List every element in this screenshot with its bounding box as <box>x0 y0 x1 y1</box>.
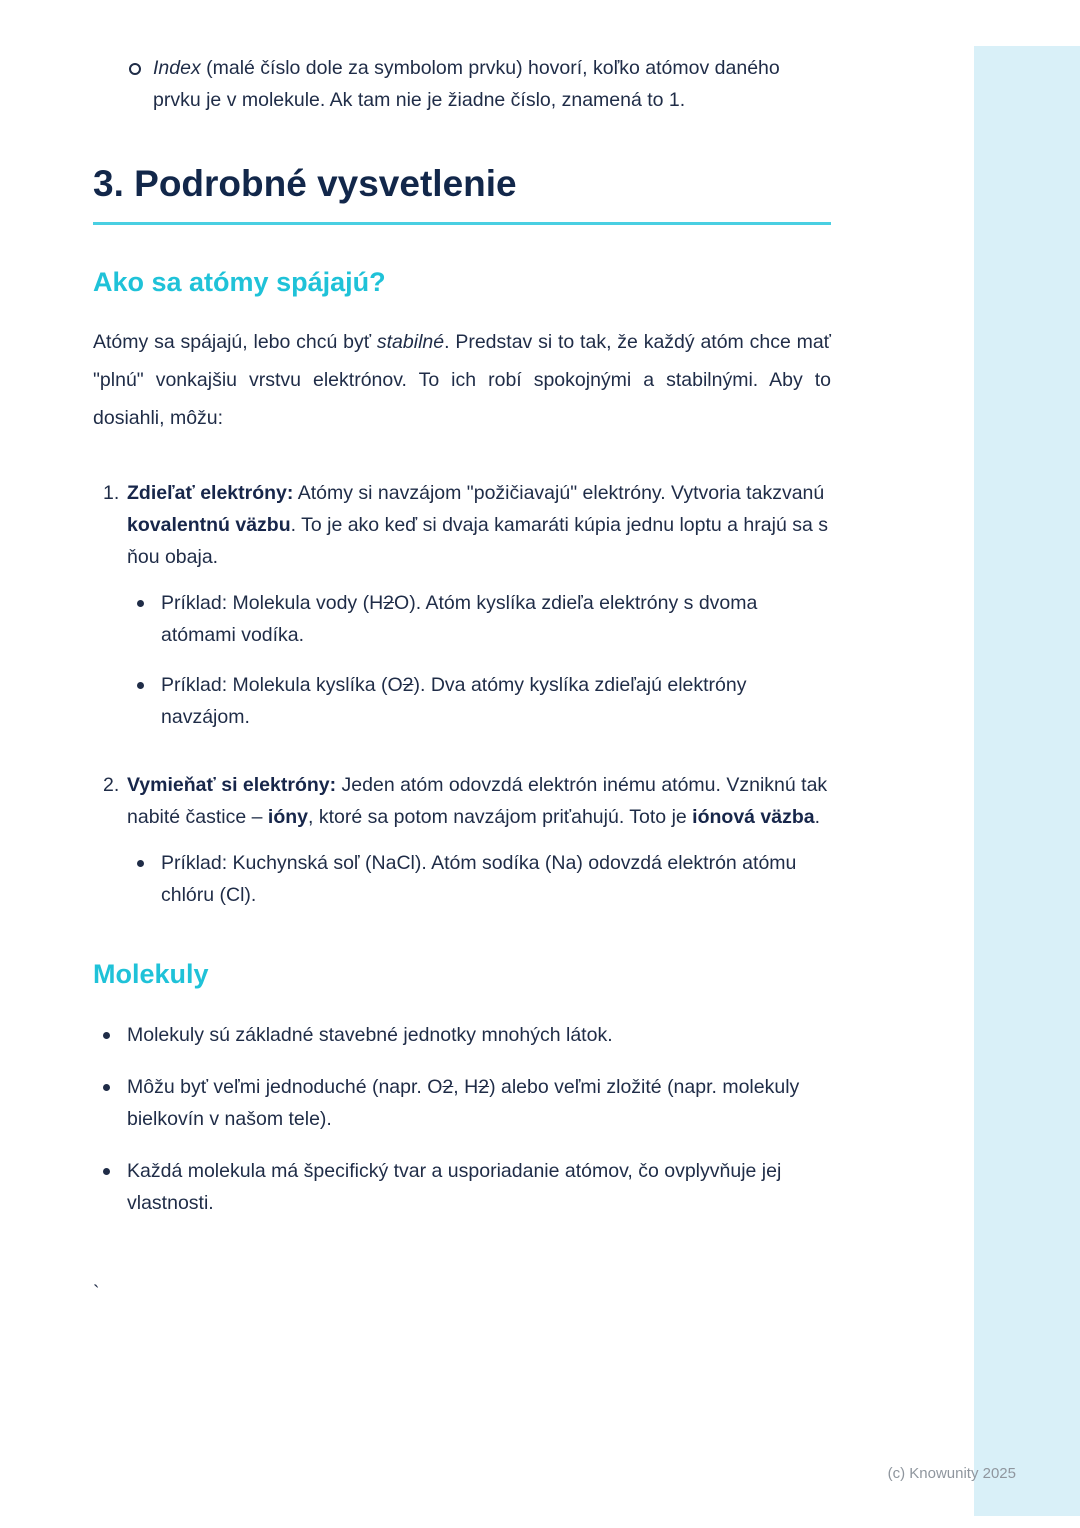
list-item-exchange-electrons <box>93 769 831 911</box>
bonding-heading: Ako sa atómy spájajú? <box>93 267 386 297</box>
circle-bullet-icon <box>129 63 141 75</box>
index-note-item <box>129 52 831 116</box>
molecules-item-2 <box>103 1071 831 1135</box>
molecules-item-3-text: Každá molekula má špecifický tvar a usporiadanie atómov, čo ovplyvňuje jej vlastnosti. <box>127 1160 782 1214</box>
ex1-subscript-2: 2 <box>383 592 395 614</box>
index-term-italic: Index <box>153 57 201 79</box>
list-item-2-body <box>127 769 831 911</box>
mol2-text-3: ) alebo veľmi zložité (napr. molekuly bielkovín v našom tele). <box>127 1076 800 1130</box>
index-note-text <box>153 52 831 116</box>
molecules-item-1 <box>103 1019 831 1051</box>
item1-text-1: Atómy si navzájom "požičiavajú" elektróny. Vytvoria takzvanú <box>293 482 825 504</box>
list-item-1-body <box>127 477 831 733</box>
section-title: 3. Podrobné vysvetlenie <box>93 163 517 204</box>
intro-text-1: Atómy sa spájajú, lebo chcú byť <box>93 331 377 353</box>
section-divider <box>93 222 831 225</box>
content-area <box>93 52 831 1309</box>
bonding-intro-paragraph <box>93 323 831 437</box>
right-margin-stripe <box>974 46 1080 1516</box>
bullet-icon <box>137 860 144 867</box>
bullet-icon <box>103 1084 110 1091</box>
example-oxygen-text <box>161 669 831 733</box>
footer-credit: (c) Knowunity 2025 <box>887 1465 1016 1482</box>
list-item-1-text <box>127 477 831 573</box>
item2-bold-ionova-vazba: iónová väzba <box>692 806 815 828</box>
bullet-icon <box>103 1168 110 1175</box>
list-item-share-electrons <box>93 477 831 733</box>
ex2-subscript-2: 2 <box>402 674 414 696</box>
mol2-text-1: Môžu byť veľmi jednoduché (napr. O <box>127 1076 443 1098</box>
ex1-text-2: O). Atóm kyslíka zdieľa elektróny s dvoma atómami vodíka. <box>161 592 758 646</box>
molecules-item-2-text <box>127 1071 831 1135</box>
ex2-text-2: ). Dva atómy kyslíka zdieľajú elektróny navzájom. <box>161 674 747 728</box>
bullet-icon <box>103 1032 110 1039</box>
list-number-1: 1. <box>103 482 120 504</box>
molecules-heading: Molekuly <box>93 959 209 989</box>
molecules-item-3 <box>103 1155 831 1219</box>
item2-lead-bold: Vymieňať si elektróny: <box>127 774 337 796</box>
list-item-2-text <box>127 769 831 833</box>
list-number-2: 2. <box>103 774 120 796</box>
example-water <box>137 587 831 651</box>
item2-text-3: . <box>814 806 821 828</box>
bonding-numbered-list <box>93 477 831 911</box>
example-water-text <box>161 587 831 651</box>
item2-text-1: Jeden atóm odovzdá elektrón inému atómu. Vzniknú tak nabité častice – <box>127 774 828 828</box>
stray-backtick: ` <box>93 1282 100 1304</box>
example-salt-text: Príklad: Kuchynská soľ (NaCl). Atóm sodíka (Na) odovzdá elektrón atómu chlóru (Cl). <box>161 852 797 906</box>
mol2-subscript-h2: 2 <box>478 1076 490 1098</box>
ex2-text-1: Príklad: Molekula kyslíka (O <box>161 674 403 696</box>
item2-bold-iony: ióny <box>267 806 309 828</box>
bullet-icon <box>137 600 144 607</box>
bullet-icon <box>137 682 144 689</box>
index-note-rest: (malé číslo dole za symbolom prvku) hovorí, koľko atómov daného prvku je v molekule. Ak tam nie je žiadne číslo, znamená to 1. <box>153 57 780 111</box>
molecules-item-1-text: Molekuly sú základné stavebné jednotky mnohých látok. <box>127 1024 613 1046</box>
example-oxygen <box>137 669 831 733</box>
item1-lead-bold: Zdieľať elektróny: <box>127 482 294 504</box>
molecules-bullet-list <box>93 1019 831 1219</box>
item2-text-2: , ktoré sa potom navzájom priťahujú. Toto je <box>308 806 693 828</box>
mol2-subscript-o2: 2 <box>442 1076 454 1098</box>
ex1-text-1: Príklad: Molekula vody (H <box>161 592 384 614</box>
mol2-text-2: , H <box>453 1076 479 1098</box>
item1-text-2: . To je ako keď si dvaja kamaráti kúpia jednu loptu a hrajú sa s ňou obaja. <box>127 514 828 568</box>
example-salt <box>137 847 831 911</box>
intro-italic-stabilne: stabilné <box>376 331 445 353</box>
item1-bold-kovalentna: kovalentnú väzbu <box>127 514 291 536</box>
intro-text-2: . Predstav si to tak, že každý atóm chce mať "plnú" vonkajšiu vrstvu elektrónov. To ich robí spokojnými a stabilnými. Aby to dosiahli, môžu: <box>93 331 831 429</box>
